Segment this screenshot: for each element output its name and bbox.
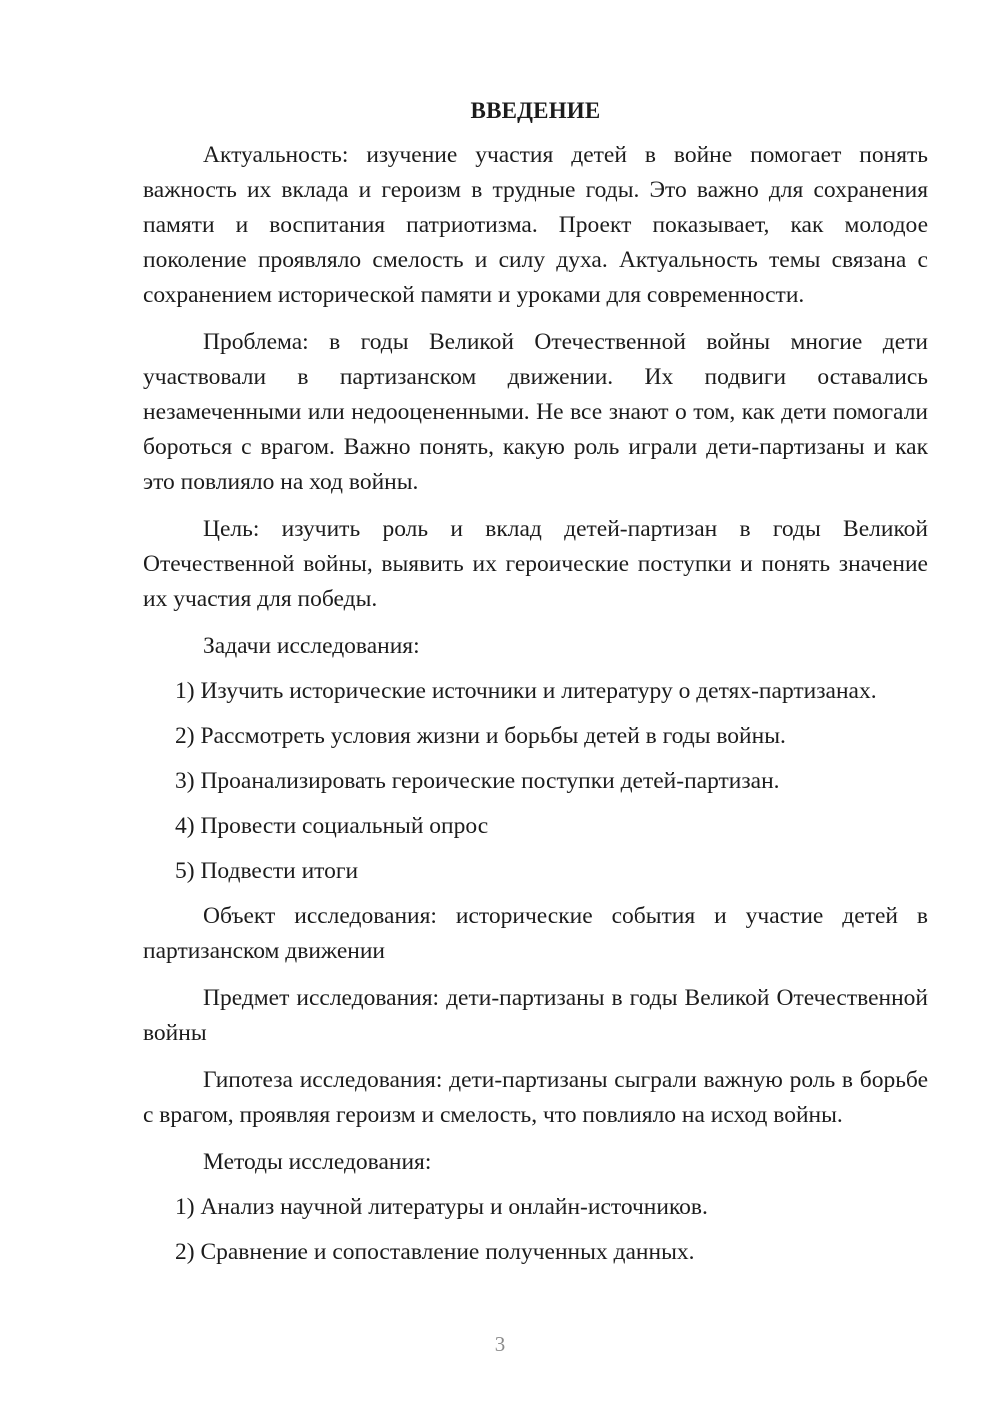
page-number: 3 <box>494 1332 506 1356</box>
page-title: ВВЕДЕНИЕ <box>470 98 601 123</box>
task-item-4: 4) Провести социальный опрос <box>175 813 489 839</box>
task-item-5: 5) Подвести итоги <box>175 858 359 884</box>
hypothesis-paragraph: Гипотеза исследования: дети-партизаны сыграли важную роль в борьбе с врагом, проявляя героизм и смелость, что повлияло на исход войны. <box>143 1067 928 1128</box>
tasks-heading: Задачи исследования: <box>203 633 420 659</box>
page-content <box>143 93 928 1280</box>
task-item-1: 1) Изучить исторические источники и литературу о детях-партизанах. <box>175 678 877 704</box>
task-item-2: 2) Рассмотреть условия жизни и борьбы детей в годы войны. <box>175 723 786 749</box>
method-item-2: 2) Сравнение и сопоставление полученных данных. <box>175 1239 695 1265</box>
subject-paragraph: Предмет исследования: дети-партизаны в годы Великой Отечественной войны <box>143 985 928 1046</box>
relevance-paragraph: Актуальность: изучение участия детей в войне помогает понять важность их вклада и героизм в трудные годы. Это важно для сохранения памяти и воспитания патриотизма. Проект показывает, как молодое поколение проявляло смелость и силу духа. Актуальность темы связана с сохранением исторической памяти и уроками для современности. <box>143 142 928 308</box>
method-item-1: 1) Анализ научной литературы и онлайн-источников. <box>175 1194 708 1220</box>
methods-heading: Методы исследования: <box>203 1149 432 1175</box>
object-paragraph: Объект исследования: исторические события и участие детей в партизанском движении <box>143 903 928 964</box>
problem-paragraph: Проблема: в годы Великой Отечественной войны многие дети участвовали в партизанском движении. Их подвиги оставались незамеченными или недооцененными. Не все знают о том, как дети помогали бороться с врагом. Важно понять, какую роль играли дети-партизаны и как это повлияло на ход войны. <box>143 329 928 495</box>
task-item-3: 3) Проанализировать героические поступки детей-партизан. <box>175 768 780 794</box>
goal-paragraph: Цель: изучить роль и вклад детей-партизан в годы Великой Отечественной войны, выявить их героические поступки и понять значение их участия для победы. <box>143 516 928 612</box>
